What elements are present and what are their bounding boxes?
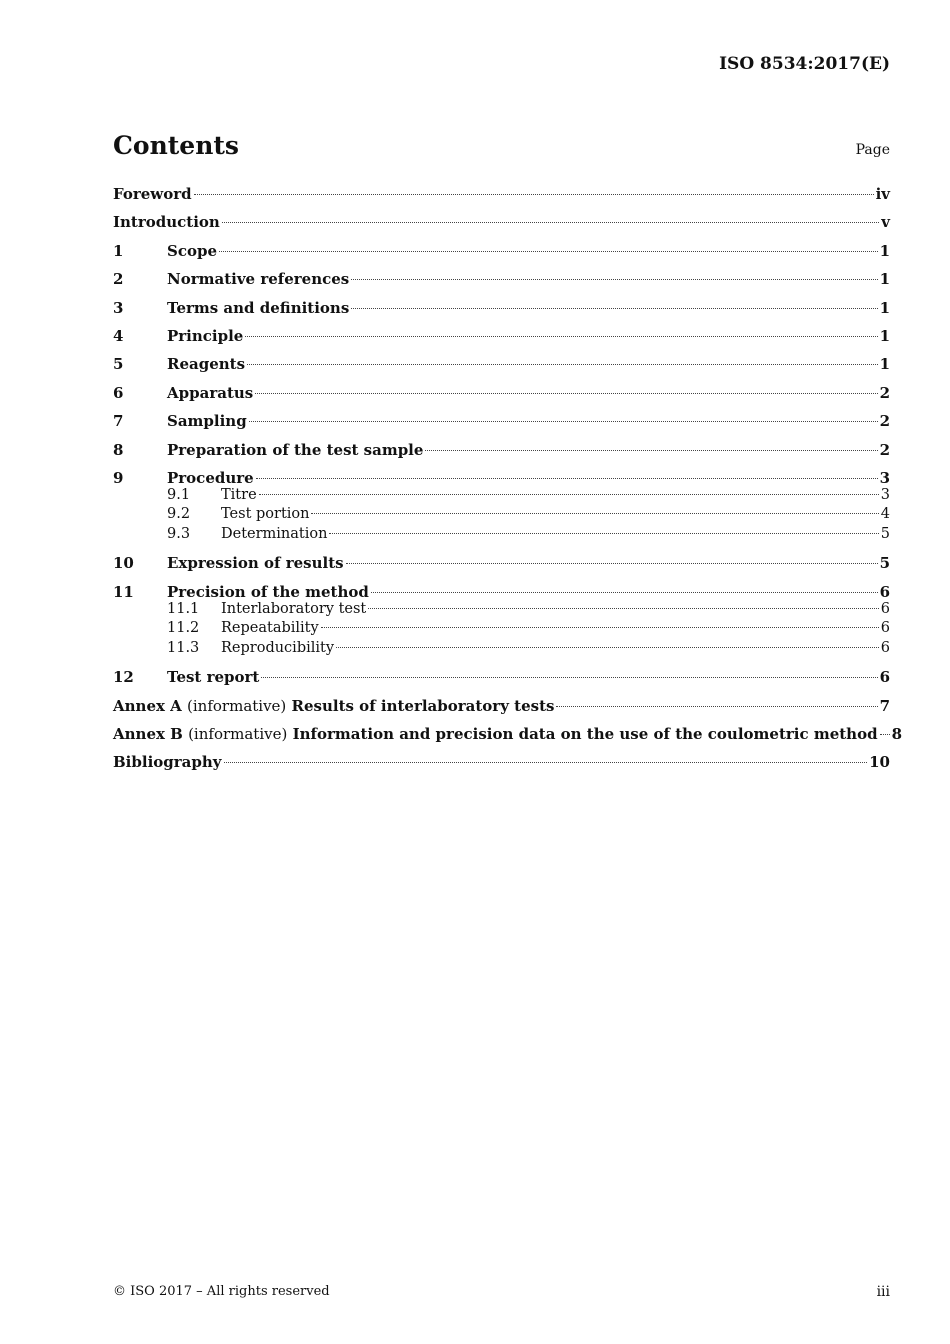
toc-entry-page: 1 bbox=[879, 241, 890, 260]
toc-entry[interactable] bbox=[113, 270, 890, 288]
toc-entry-title bbox=[167, 412, 247, 430]
toc-entry-title bbox=[113, 753, 222, 771]
annex-qualifier: (informative) bbox=[188, 725, 288, 744]
toc-subentry[interactable] bbox=[113, 619, 890, 639]
toc-entry-title bbox=[167, 384, 253, 402]
annex-label: Annex A bbox=[113, 696, 182, 715]
toc-entry-title bbox=[167, 299, 349, 317]
toc-entry-title bbox=[167, 554, 344, 572]
toc-entry[interactable] bbox=[113, 697, 890, 715]
toc-entry-title bbox=[221, 639, 334, 659]
toc-entry-number: 10 bbox=[113, 554, 134, 573]
dot-leader bbox=[351, 279, 877, 280]
toc-entry-page: 2 bbox=[879, 412, 890, 431]
toc-entry-page: 1 bbox=[879, 298, 890, 317]
toc-entry-page: 7 bbox=[879, 696, 890, 715]
dot-leader bbox=[880, 734, 890, 735]
toc-entry-number: 9 bbox=[113, 468, 124, 487]
toc-entry-number: 7 bbox=[113, 412, 124, 431]
dot-leader bbox=[261, 677, 877, 678]
toc-entry-page: 6 bbox=[879, 668, 890, 687]
toc-entry-number: 11.3 bbox=[167, 639, 200, 656]
toc-entry[interactable] bbox=[113, 355, 890, 373]
toc-entry-title bbox=[167, 583, 369, 601]
toc-title-text: Precision of the method bbox=[167, 582, 369, 601]
toc-title-text: Principle bbox=[167, 326, 244, 345]
toc-entry-title bbox=[221, 600, 366, 620]
toc-entry-page: iv bbox=[875, 185, 890, 203]
toc-title-text: Test portion bbox=[221, 506, 310, 523]
toc-title-text: Test report bbox=[167, 668, 260, 687]
toc-entry-page: 6 bbox=[879, 582, 890, 601]
toc-title-text: Introduction bbox=[113, 213, 220, 232]
dot-leader bbox=[222, 222, 879, 223]
document-id: ISO 8534:2017(E) bbox=[719, 54, 890, 74]
toc-entry-number: 6 bbox=[113, 383, 124, 402]
toc-entry[interactable] bbox=[113, 668, 890, 686]
toc-entry-title bbox=[167, 441, 423, 459]
table-of-contents bbox=[113, 185, 903, 772]
toc-entry-number: 8 bbox=[113, 440, 124, 459]
toc-title-text: Determination bbox=[221, 525, 328, 542]
toc-entry-number: 11.1 bbox=[167, 600, 200, 617]
toc-entry-title bbox=[221, 505, 309, 525]
contents-heading: Contents bbox=[113, 131, 240, 160]
toc-entry-title bbox=[221, 486, 257, 506]
dot-leader bbox=[336, 647, 879, 648]
toc-title-text: Repeatability bbox=[221, 620, 319, 637]
toc-entry[interactable] bbox=[113, 753, 890, 771]
dot-leader bbox=[255, 393, 877, 394]
toc-entry-page: 6 bbox=[880, 600, 890, 617]
toc-entry-number: 9.3 bbox=[167, 525, 191, 542]
toc-entry-title bbox=[113, 185, 192, 203]
toc-entry-number: 9.2 bbox=[167, 506, 191, 523]
toc-entry-number: 12 bbox=[113, 668, 134, 687]
footer-copyright: © ISO 2017 – All rights reserved bbox=[113, 1284, 330, 1299]
dot-leader bbox=[247, 364, 878, 365]
toc-title-text: Information and precision data on the use of the coulometric method bbox=[292, 725, 878, 744]
toc-title-text: Apparatus bbox=[167, 383, 254, 402]
toc-entry[interactable] bbox=[113, 725, 903, 744]
dot-leader bbox=[368, 608, 879, 609]
toc-entry-number: 1 bbox=[113, 241, 124, 260]
toc-entry-page: 1 bbox=[879, 326, 890, 345]
toc-entry[interactable] bbox=[113, 384, 890, 402]
dot-leader bbox=[556, 706, 877, 707]
dot-leader bbox=[256, 478, 878, 479]
toc-entry-page: 8 bbox=[891, 725, 903, 744]
toc-entry[interactable] bbox=[113, 441, 890, 459]
toc-entry-page: 4 bbox=[880, 506, 890, 523]
toc-entry-number: 11.2 bbox=[167, 620, 200, 637]
toc-entry-number: 2 bbox=[113, 270, 124, 289]
toc-entry-page: 1 bbox=[879, 270, 890, 289]
annex-label: Annex B bbox=[113, 725, 183, 744]
toc-entry[interactable] bbox=[113, 213, 890, 231]
toc-title-text: Reagents bbox=[167, 355, 246, 374]
toc-entry[interactable] bbox=[113, 242, 890, 260]
dot-leader bbox=[321, 627, 879, 628]
toc-title-text: Normative references bbox=[167, 270, 350, 289]
toc-entry-title bbox=[167, 668, 259, 686]
dot-leader bbox=[249, 421, 878, 422]
toc-subentry[interactable] bbox=[113, 486, 890, 506]
toc-entry[interactable] bbox=[113, 327, 890, 345]
toc-entry-page: 5 bbox=[879, 554, 890, 573]
dot-leader bbox=[346, 563, 878, 564]
dot-leader bbox=[219, 251, 878, 252]
toc-entry-number: 4 bbox=[113, 326, 124, 345]
toc-entry-page: 2 bbox=[879, 440, 890, 459]
toc-entry-title bbox=[167, 469, 254, 487]
toc-entry-title bbox=[113, 697, 554, 715]
dot-leader bbox=[371, 592, 878, 593]
dot-leader bbox=[194, 194, 874, 195]
toc-entry-number: 9.1 bbox=[167, 486, 191, 503]
toc-title-text: Procedure bbox=[167, 468, 254, 487]
toc-entry-title bbox=[167, 355, 245, 373]
toc-title-text: Terms and definitions bbox=[167, 298, 350, 317]
toc-entry[interactable] bbox=[113, 554, 890, 572]
dot-leader bbox=[224, 762, 868, 763]
toc-title-text: Interlaboratory test bbox=[221, 600, 367, 617]
toc-title-text: Sampling bbox=[167, 412, 247, 431]
annex-qualifier: (informative) bbox=[187, 696, 287, 715]
toc-entry-number: 11 bbox=[113, 582, 134, 601]
toc-title-text: Preparation of the test sample bbox=[167, 440, 424, 459]
dot-leader bbox=[351, 308, 877, 309]
toc-entry[interactable] bbox=[113, 185, 890, 203]
toc-title-text: Expression of results bbox=[167, 554, 344, 573]
toc-subentry[interactable] bbox=[113, 639, 890, 659]
toc-subentry[interactable] bbox=[113, 600, 890, 620]
toc-title-text: Titre bbox=[221, 486, 257, 503]
toc-entry-number: 3 bbox=[113, 298, 124, 317]
toc-title-text: Scope bbox=[167, 241, 218, 260]
dot-leader bbox=[425, 450, 877, 451]
toc-subentry[interactable] bbox=[113, 525, 890, 545]
dot-leader bbox=[259, 494, 879, 495]
toc-entry-title bbox=[221, 619, 319, 639]
page-column-label: Page bbox=[855, 142, 890, 158]
toc-entry[interactable] bbox=[113, 583, 890, 601]
toc-entry-page: v bbox=[881, 213, 890, 232]
toc-entry-number: 5 bbox=[113, 355, 124, 374]
toc-entry-page: 1 bbox=[879, 355, 890, 374]
toc-entry-page: 3 bbox=[880, 486, 890, 503]
toc-entry-page: 10 bbox=[869, 753, 890, 772]
toc-entry[interactable] bbox=[113, 299, 890, 317]
dot-leader bbox=[311, 513, 878, 514]
toc-subentry[interactable] bbox=[113, 505, 890, 525]
toc-entry-title bbox=[113, 213, 220, 231]
toc-entry-title bbox=[167, 270, 349, 288]
toc-title-text: Foreword bbox=[113, 185, 192, 203]
toc-title-text: Results of interlaboratory tests bbox=[291, 696, 555, 715]
toc-entry-page: 5 bbox=[880, 525, 890, 542]
toc-entry-page: 3 bbox=[879, 468, 890, 487]
toc-entry-title bbox=[113, 725, 878, 743]
toc-entry-page: 6 bbox=[880, 639, 890, 656]
toc-entry-title bbox=[167, 327, 243, 345]
dot-leader bbox=[329, 533, 878, 534]
toc-entry-title bbox=[221, 525, 327, 545]
toc-entry[interactable] bbox=[113, 469, 890, 487]
toc-entry[interactable] bbox=[113, 412, 890, 430]
toc-entry-page: 6 bbox=[880, 620, 890, 637]
toc-entry-page: 2 bbox=[879, 383, 890, 402]
footer-page-number: iii bbox=[876, 1284, 890, 1300]
toc-title-text: Reproducibility bbox=[221, 639, 335, 656]
toc-title-text: Bibliography bbox=[113, 753, 222, 772]
dot-leader bbox=[245, 336, 877, 337]
toc-entry-title bbox=[167, 242, 217, 260]
